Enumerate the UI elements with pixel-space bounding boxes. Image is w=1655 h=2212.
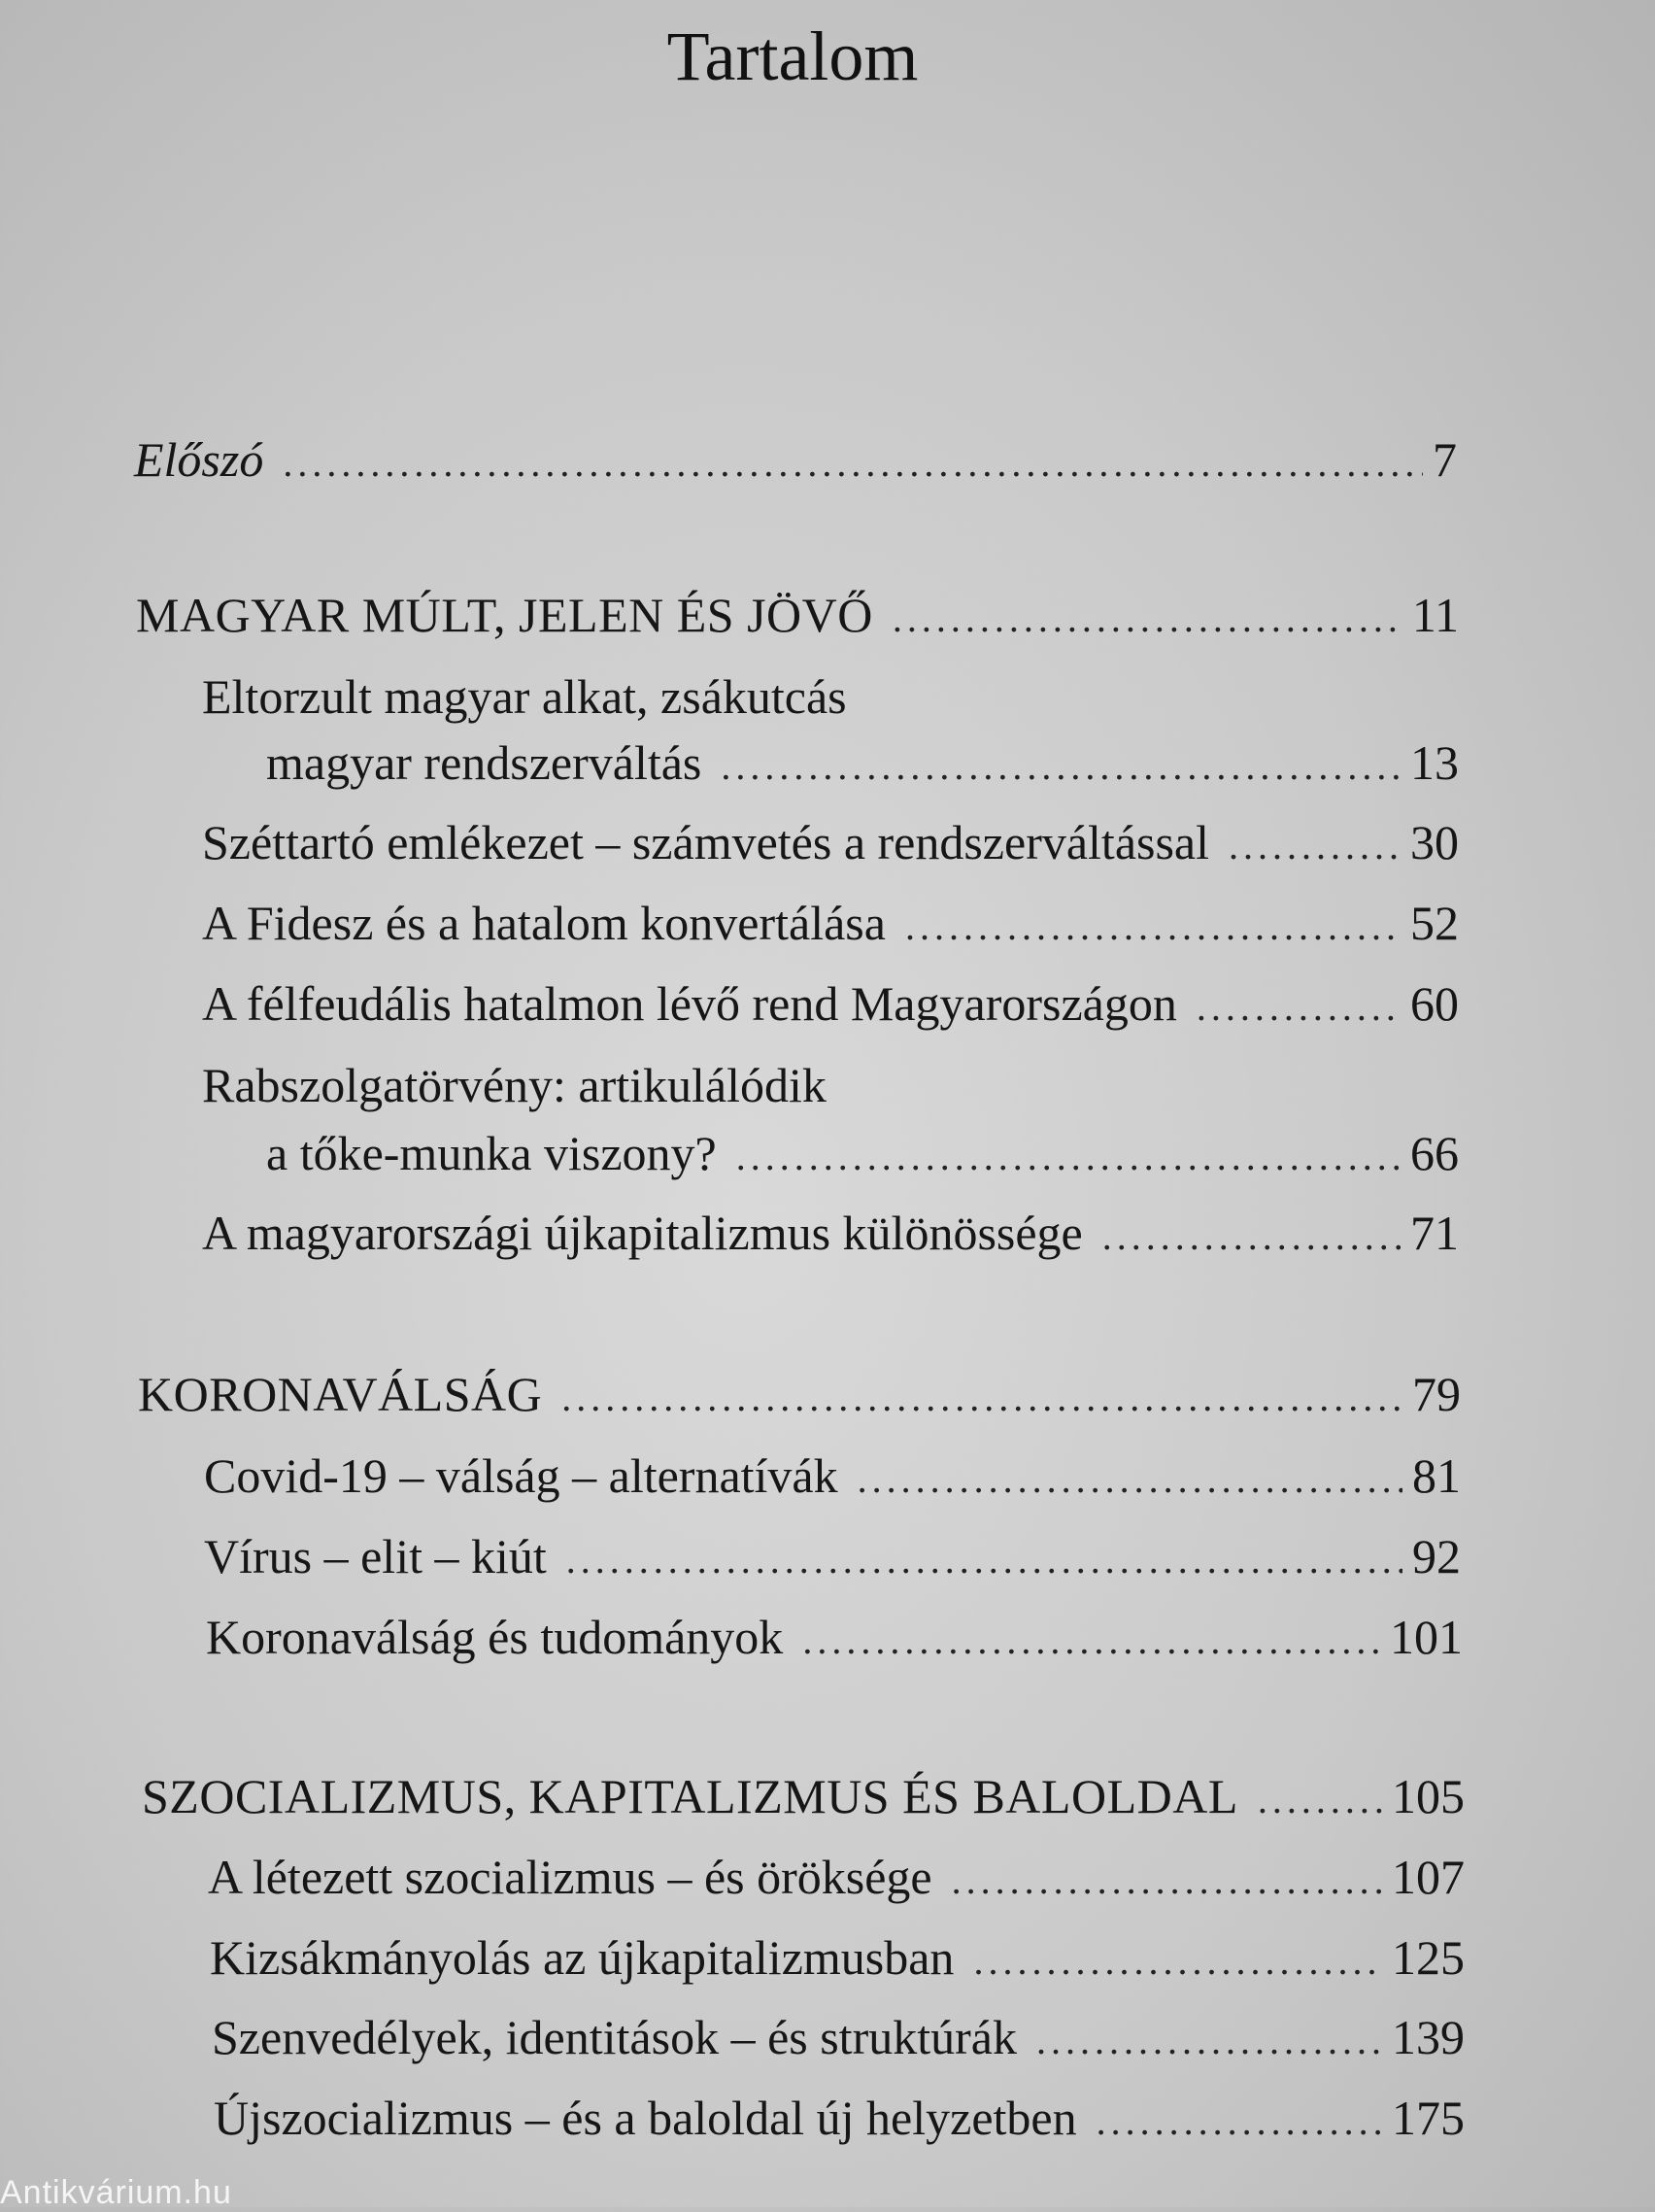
toc-page-number: 66 xyxy=(1410,1126,1459,1180)
toc-page-number: 101 xyxy=(1390,1610,1463,1664)
toc-page-number: 105 xyxy=(1392,1769,1465,1823)
dot-leader xyxy=(1097,2088,1382,2156)
toc-section-title: SZOCIALIZMUS, KAPITALIZMUS ÉS BALOLDAL xyxy=(142,1769,1238,1823)
dot-leader xyxy=(858,1446,1402,1514)
toc-preface xyxy=(134,425,1457,493)
dot-leader xyxy=(566,1526,1402,1594)
toc-entry xyxy=(206,1603,1463,1671)
toc-entry-title: A magyarországi újkapitalizmus különössége xyxy=(202,1206,1083,1260)
toc-entry-title: A Fidesz és a hatalom konvertálása xyxy=(202,896,886,950)
toc-entry-title: Előszó xyxy=(134,432,264,487)
toc-entry-title: Covid-19 – válság – alternatívák xyxy=(204,1448,838,1503)
toc-entry xyxy=(204,1522,1461,1590)
toc-page-number: 92 xyxy=(1412,1529,1461,1583)
toc-entry-line: Rabszolgatörvény: artikulálódik xyxy=(202,1058,827,1112)
toc-entry-title: Kizsákmányolás az újkapitalizmusban xyxy=(210,1930,955,1985)
toc-page-number: 125 xyxy=(1392,1930,1465,1985)
toc-page-number: 79 xyxy=(1412,1367,1461,1421)
toc-entry-title: Újszocializmus – és a baloldal új helyzetben xyxy=(214,2091,1077,2145)
toc-entry-title: Széttartó emlékezet – számvetés a rendszerváltással xyxy=(202,815,1210,869)
toc-page-number: 13 xyxy=(1410,735,1459,790)
dot-leader xyxy=(1197,973,1401,1041)
toc-entry xyxy=(202,889,1459,957)
toc-entry xyxy=(210,1923,1465,1991)
page-title: Tartalom xyxy=(666,17,919,95)
toc-entry-title: a tőke-munka viszony? xyxy=(266,1126,717,1180)
toc-entry-title: A létezett szocializmus – és öröksége xyxy=(208,1850,932,1904)
toc-entry xyxy=(214,2084,1465,2152)
toc-section-title: MAGYAR MÚLT, JELEN ÉS JÖVŐ xyxy=(136,588,873,642)
toc-page-number: 139 xyxy=(1392,2010,1465,2064)
toc-section-heading xyxy=(136,581,1459,649)
toc-page-number: 30 xyxy=(1410,815,1459,869)
toc-entry xyxy=(208,1843,1465,1911)
toc-entry-line: Eltorzult magyar alkat, zsákutcás xyxy=(202,669,847,724)
dot-leader xyxy=(973,1927,1382,1995)
toc-page-number: 81 xyxy=(1412,1448,1461,1503)
dot-leader xyxy=(802,1607,1380,1675)
toc-page-number: 11 xyxy=(1411,588,1459,642)
dot-leader xyxy=(736,1123,1401,1191)
toc-entry-title: Szenvedélyek, identitások – és struktúrák xyxy=(212,2010,1017,2064)
toc-page-number: 71 xyxy=(1410,1206,1459,1260)
toc-entry-title: Vírus – elit – kiút xyxy=(204,1529,547,1583)
dot-leader xyxy=(721,732,1401,800)
dot-leader xyxy=(952,1847,1382,1915)
toc-entry xyxy=(266,1119,1459,1187)
toc-entry xyxy=(202,808,1459,876)
toc-page-number: 52 xyxy=(1410,896,1459,950)
dot-leader xyxy=(561,1364,1402,1432)
toc-entry xyxy=(202,970,1459,1038)
toc-section-title: KORONAVÁLSÁG xyxy=(138,1367,543,1421)
toc-page-number: 175 xyxy=(1392,2091,1465,2145)
toc-page-number: 107 xyxy=(1392,1850,1465,1904)
dot-leader xyxy=(1258,1766,1382,1834)
dot-leader xyxy=(905,893,1401,961)
toc-entry-title: magyar rendszerváltás xyxy=(266,735,702,790)
dot-leader xyxy=(1102,1203,1401,1271)
toc-page-number: 7 xyxy=(1433,432,1457,487)
toc-entry xyxy=(202,1199,1459,1267)
toc-entry-title: Koronaválság és tudományok xyxy=(206,1610,784,1664)
dot-leader xyxy=(283,429,1423,497)
dot-leader xyxy=(1229,812,1401,880)
toc-entry xyxy=(204,1442,1461,1510)
toc-entry xyxy=(212,2003,1465,2071)
toc-entry xyxy=(266,729,1459,797)
watermark: Antikvárium.hu xyxy=(0,2174,232,2211)
dot-leader xyxy=(893,585,1402,653)
toc-entry-title: A félfeudális hatalmon lévő rend Magyarországon xyxy=(202,976,1177,1031)
toc-section-heading xyxy=(142,1762,1465,1830)
toc-section-heading xyxy=(138,1360,1461,1428)
toc-page-number: 60 xyxy=(1410,976,1459,1031)
dot-leader xyxy=(1036,2007,1382,2075)
